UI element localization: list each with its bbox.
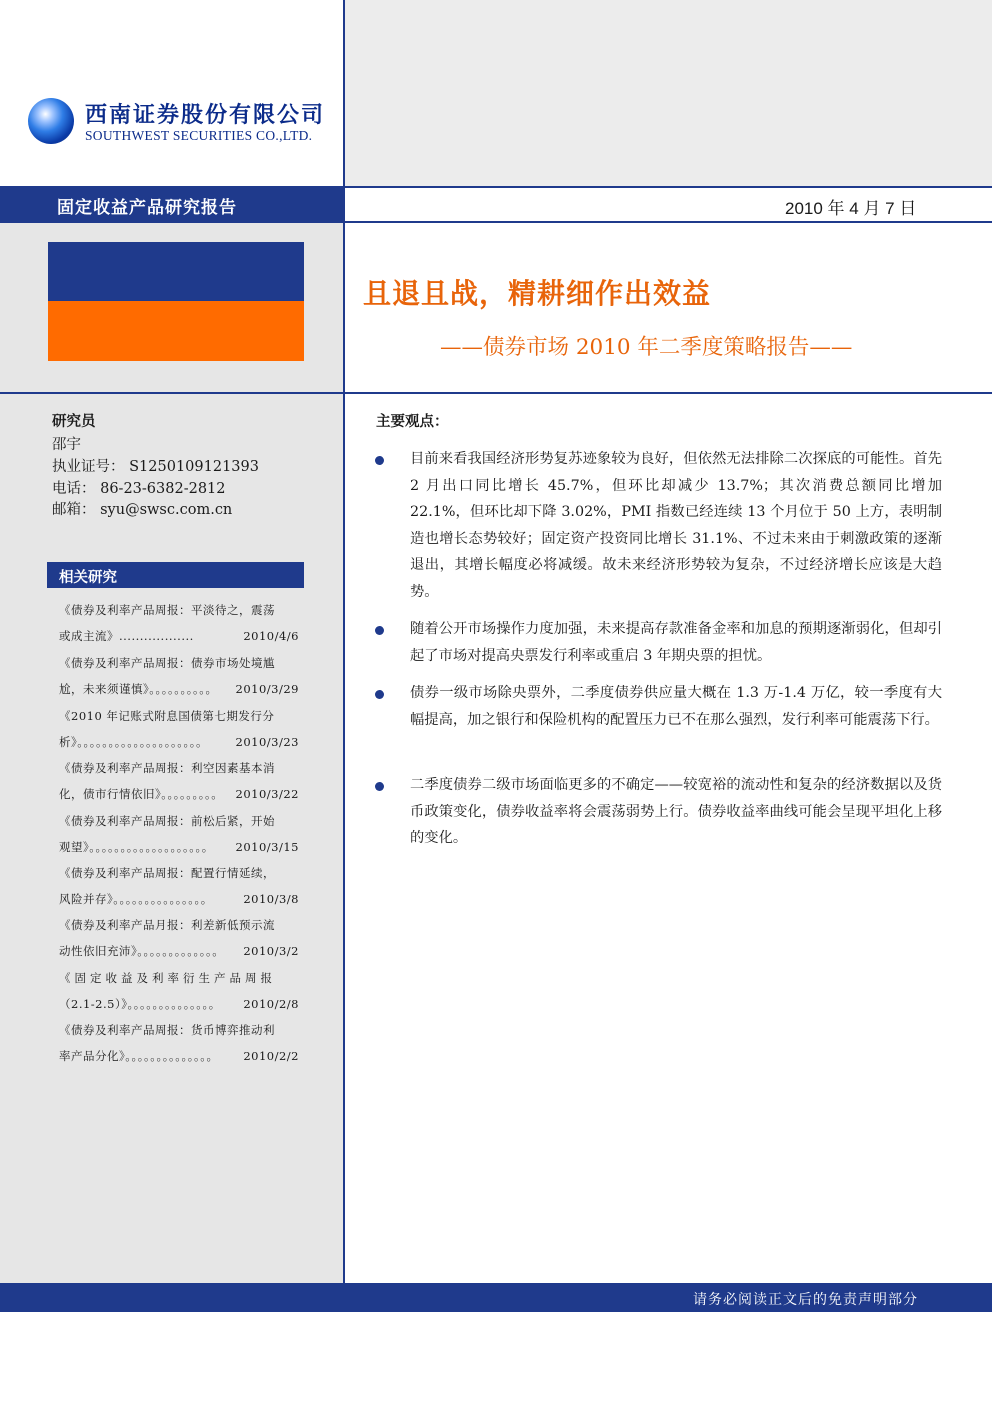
related-item-line2: 风险并存》。。。。。。。。。。。。。。。 [59, 892, 213, 906]
key-point-paragraph: 二季度债券二级市场面临更多的不确定——较宽裕的流动性和复杂的经济数据以及货币政策变化，债券收益率将会震荡弱势上行。债券收益率曲线可能会呈现平坦化上移的变化。 [410, 777, 942, 846]
related-item-date: 2010/3/15 [235, 840, 299, 854]
related-item-date: 2010/2/2 [243, 1049, 299, 1063]
header-gray-panel [345, 0, 992, 186]
related-heading: 相关研究 [59, 570, 117, 586]
key-points-heading: 主要观点： [376, 414, 449, 430]
related-item-line2: 化，债市行情依旧》。。。。。。。。。 [59, 787, 224, 801]
report-title: 且退且战，精耕细作出效益 [363, 277, 712, 310]
column-divider [343, 0, 345, 1283]
report-date: 2010 年 4 月 7 日 [785, 199, 917, 218]
related-item-line1: 《债券及利率产品周报：货币博弈推动利 [59, 1023, 275, 1037]
company-name-en: SOUTHWEST SECURITIES CO.,LTD. [85, 128, 313, 143]
company-logo-icon [28, 98, 74, 144]
related-item-date: 2010/3/22 [235, 787, 299, 801]
related-item[interactable] [59, 1017, 299, 1069]
related-item-date: 2010/2/8 [243, 997, 299, 1011]
analyst-email: 邮箱： syu@swsc.com.cn [52, 502, 233, 518]
related-item-date: 2010/3/8 [243, 892, 299, 906]
related-item-line2: 尬，未来须谨慎》。。。。。。。。。。 [59, 682, 218, 696]
related-item-date: 2010/3/23 [235, 735, 299, 749]
related-item-line1: 《固定收益及利率衍生产品周报 [59, 971, 276, 985]
related-item[interactable] [59, 860, 299, 912]
related-item-line1: 《债券及利率产品月报：利差新低预示流 [59, 918, 275, 932]
report-subtitle: ——债券市场 2010 年二季度策略报告—— [440, 335, 853, 360]
related-item-date: 2010/3/2 [243, 944, 299, 958]
related-item-line2: 或成主流》.................. [59, 629, 194, 643]
related-item[interactable] [59, 808, 299, 860]
related-item-line2: 观望》。。。。。。。。。。。。。。。。。。。 [59, 840, 214, 854]
related-item-line1: 《债券及利率产品周报：债券市场处境尴 [59, 656, 275, 670]
related-item[interactable] [59, 912, 299, 964]
bullet-icon [375, 782, 384, 791]
report-category: 固定收益产品研究报告 [57, 198, 237, 218]
key-point-paragraph: 随着公开市场操作力度加强，未来提高存款准备金率和加息的预期逐渐弱化，但却引起了市场对提高央票发行利率或重启 3 年期央票的担忧。 [410, 621, 942, 664]
header-area [0, 0, 343, 186]
related-item[interactable] [59, 597, 299, 649]
analyst-heading: 研究员 [52, 414, 96, 430]
key-point-paragraph: 目前来看我国经济形势复苏迹象较为良好，但依然无法排除二次探底的可能性。首先 2 月出口同比增长 45.7%，但环比却减少 13.7%；其次消费总额同比增加 22.1%，但环比却下降 3.02%，PMI 指数已经连续 13 个月位于 50 上方，表明制造也增长态势较好；固定资产投资同比增长 31.1%、不过未来由于刺激政策的逐渐退出，其增长幅度必将减缓。故未来经济形势较为复杂，不过经济增长应该是大趋势。 [410, 451, 942, 600]
disclaimer-notice: 请务必阅读正文后的免责声明部分 [693, 1292, 918, 1308]
bullet-icon [375, 456, 384, 465]
related-item-line1: 《债券及利率产品周报：平淡待之，震荡 [59, 603, 275, 617]
related-item-line1: 《债券及利率产品周报：前松后紧，开始 [59, 814, 275, 828]
bullet-icon [375, 690, 384, 699]
decor-orange-block [48, 301, 304, 361]
company-name-cn: 西南证券股份有限公司 [85, 103, 326, 128]
decor-blue-block [48, 242, 304, 301]
related-item-line1: 《债券及利率产品周报：配置行情延续， [59, 866, 275, 880]
analyst-license: 执业证号： S1250109121393 [52, 459, 259, 475]
related-item[interactable] [59, 755, 299, 807]
related-item-line2: 率产品分化》。。。。。。。。。。。。。。 [59, 1049, 219, 1063]
related-item[interactable] [59, 650, 299, 702]
related-item-date: 2010/4/6 [243, 629, 299, 643]
related-item[interactable] [59, 965, 299, 1017]
related-item-line2: （2.1-2.5）》。。。。。。。。。。。。。。 [59, 997, 221, 1011]
related-item-date: 2010/3/29 [235, 682, 299, 696]
related-item-line1: 《2010 年记账式附息国债第七期发行分 [59, 709, 275, 723]
related-item[interactable] [59, 703, 299, 755]
related-item-line1: 《债券及利率产品周报：利空因素基本消 [59, 761, 275, 775]
key-point-paragraph: 债券一级市场除央票外，二季度债券供应量大概在 1.3 万-1.4 万亿，较一季度有大幅提高，加之银行和保险机构的配置压力已不在那么强烈，发行利率可能震荡下行。 [410, 685, 942, 728]
bullet-icon [375, 626, 384, 635]
analyst-name: 邵宇 [52, 437, 81, 453]
analyst-phone: 电话： 86-23-6382-2812 [52, 481, 226, 497]
related-item-line2: 析》。。。。。。。。。。。。。。。。。。。。 [59, 735, 208, 749]
related-item-line2: 动性依旧充沛》。。。。。。。。。。。。。 [59, 944, 225, 958]
section-divider [0, 392, 992, 394]
